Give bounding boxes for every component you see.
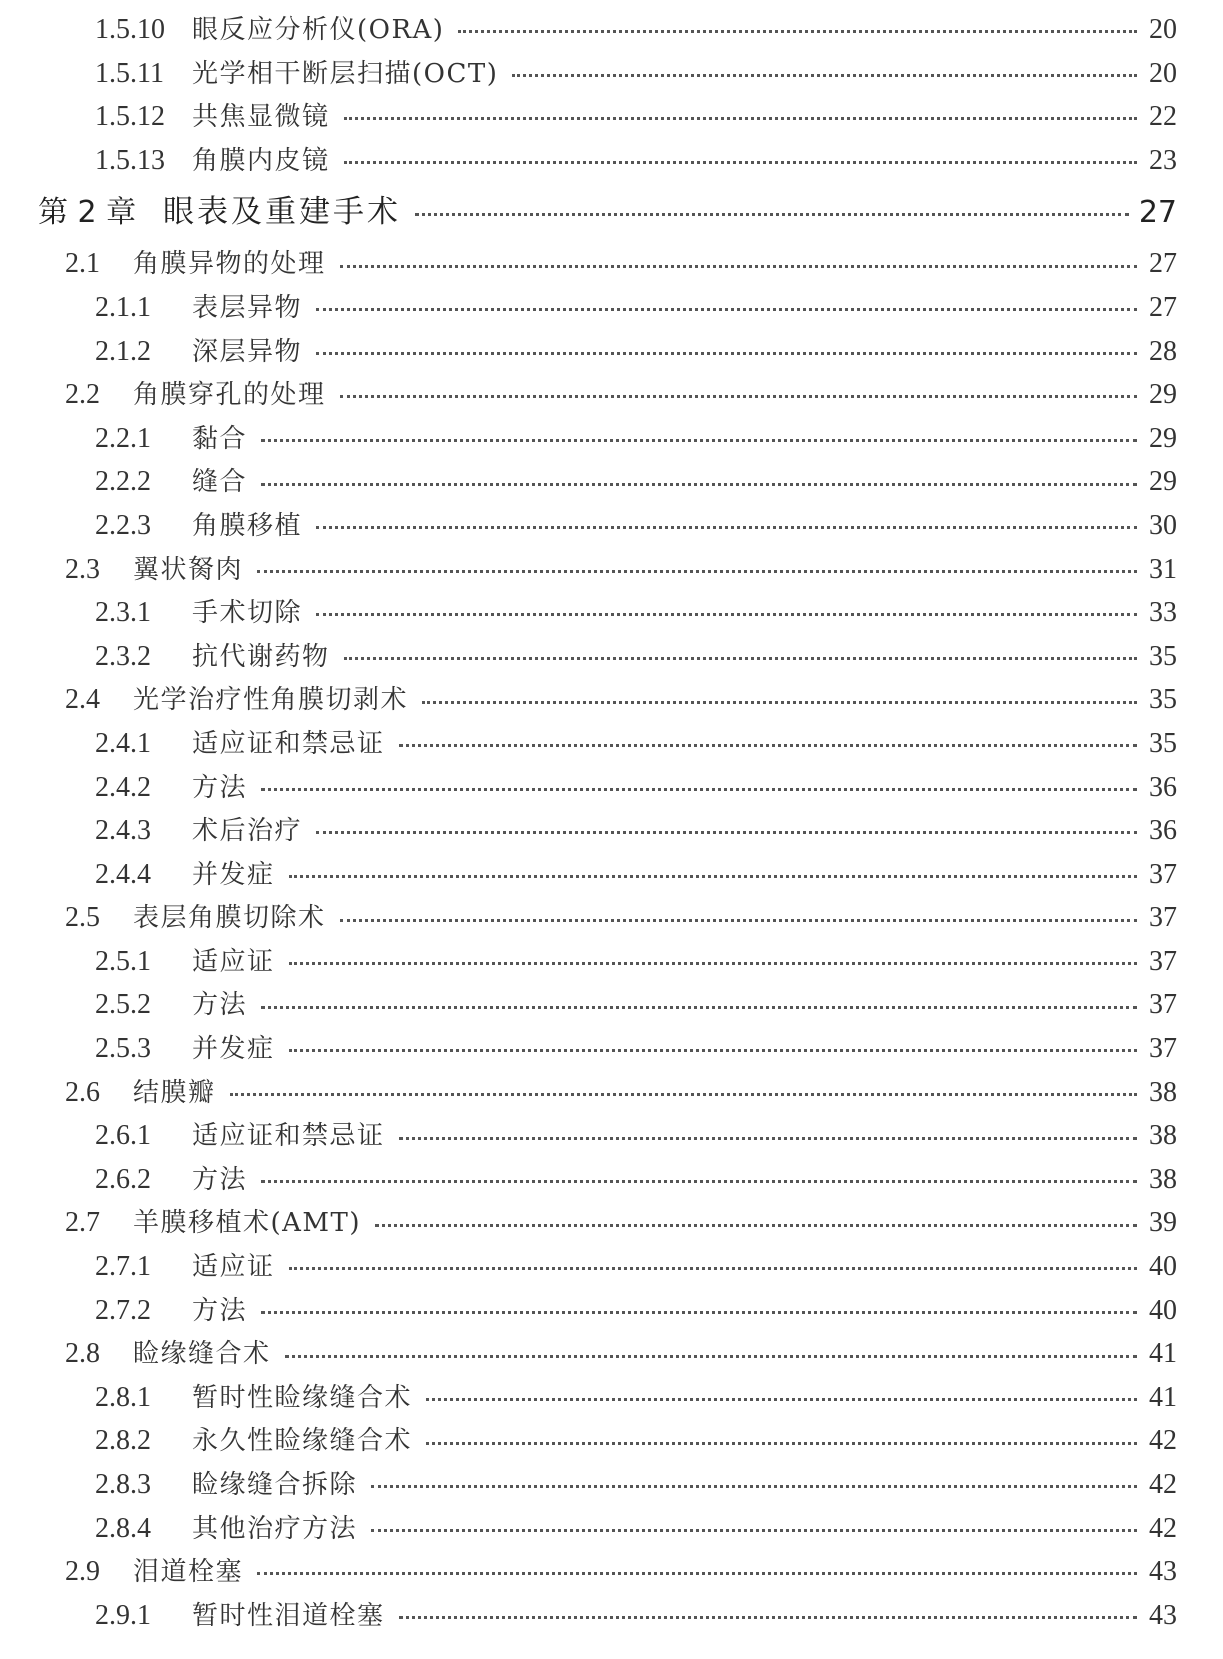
entry-number: 2.1 — [65, 248, 100, 280]
toc-entry[interactable] — [0, 460, 1223, 504]
dot-leader — [375, 1224, 1137, 1227]
dot-leader — [458, 30, 1137, 33]
entry-number: 2.7 — [65, 1207, 100, 1239]
entry-title: 角膜异物的处理 — [133, 249, 326, 280]
entry-number: 2.3 — [65, 553, 100, 585]
toc-entry[interactable] — [0, 678, 1223, 722]
entry-number: 2.7.2 — [95, 1294, 151, 1326]
entry-title: 方法 — [192, 1164, 248, 1195]
entry-number: 2.6 — [65, 1076, 100, 1108]
entry-number: 2.2.3 — [95, 509, 151, 541]
dot-leader — [261, 1006, 1137, 1009]
entry-page-number: 29 — [1149, 422, 1177, 454]
entry-number: 2.3.1 — [95, 597, 151, 629]
dot-leader — [316, 352, 1137, 355]
entry-title: 羊膜移植术(AMT) — [133, 1208, 362, 1239]
toc-entry[interactable] — [0, 286, 1223, 330]
entry-title: 适应证和禁忌证 — [192, 1121, 385, 1152]
entry-page-number: 27 — [1149, 248, 1177, 280]
dot-leader — [399, 744, 1137, 747]
toc-entry[interactable] — [0, 896, 1223, 940]
toc-entry[interactable] — [0, 809, 1223, 853]
entry-number: 2.1.1 — [95, 291, 151, 323]
entry-page-number: 30 — [1149, 509, 1177, 541]
dot-leader — [316, 308, 1137, 311]
toc-entry[interactable] — [0, 766, 1223, 810]
entry-title: 其他治疗方法 — [192, 1513, 358, 1544]
entry-page-number: 42 — [1149, 1512, 1177, 1544]
entry-page-number: 41 — [1149, 1338, 1177, 1370]
toc-entry[interactable] — [0, 983, 1223, 1027]
entry-title: 暂时性睑缘缝合术 — [192, 1382, 413, 1413]
dot-leader — [344, 657, 1137, 660]
toc-entry[interactable] — [0, 330, 1223, 374]
toc-entry[interactable] — [0, 52, 1223, 96]
dot-leader — [289, 962, 1137, 965]
toc-entry[interactable] — [0, 1507, 1223, 1551]
entry-number: 2.5 — [65, 902, 100, 934]
entry-page-number: 43 — [1149, 1599, 1177, 1631]
toc-entry[interactable] — [0, 1114, 1223, 1158]
entry-title: 角膜移植 — [192, 510, 303, 541]
entry-page-number: 42 — [1149, 1425, 1177, 1457]
entry-title: 睑缘缝合拆除 — [192, 1470, 358, 1500]
entry-page-number: 22 — [1149, 101, 1177, 133]
dot-leader — [512, 74, 1137, 77]
toc-entry[interactable] — [0, 1463, 1223, 1507]
entry-title: 缝合 — [192, 467, 248, 498]
dot-leader — [257, 1572, 1137, 1575]
entry-page-number: 37 — [1149, 989, 1177, 1021]
entry-page-number: 35 — [1149, 640, 1177, 672]
dot-leader — [289, 875, 1137, 878]
entry-page-number: 43 — [1149, 1556, 1177, 1588]
dot-leader — [261, 788, 1137, 791]
entry-number: 2.9 — [65, 1556, 100, 1588]
entry-page-number: 39 — [1149, 1207, 1177, 1239]
dot-leader — [344, 117, 1137, 120]
toc-entry[interactable] — [0, 1332, 1223, 1376]
entry-title: 泪道栓塞 — [133, 1557, 244, 1588]
entry-number: 2.5.1 — [95, 945, 151, 977]
entry-page-number: 36 — [1149, 815, 1177, 847]
entry-page-number: 37 — [1149, 1033, 1177, 1065]
toc-entry[interactable] — [0, 591, 1223, 635]
entry-number: 1.5.12 — [95, 101, 165, 133]
dot-leader — [399, 1616, 1137, 1619]
entry-number: 2.5.3 — [95, 1033, 151, 1065]
toc-entry[interactable] — [0, 1594, 1223, 1638]
entry-page-number: 37 — [1149, 902, 1177, 934]
dot-leader — [261, 1180, 1137, 1183]
entry-title: 睑缘缝合术 — [133, 1339, 271, 1370]
dot-leader — [340, 395, 1137, 398]
entry-title: 术后治疗 — [192, 816, 303, 847]
entry-title: 角膜穿孔的处理 — [133, 380, 326, 411]
entry-title: 眼表及重建手术 — [163, 194, 401, 231]
entry-page-number: 31 — [1149, 553, 1177, 585]
entry-number: 2.6.2 — [95, 1163, 151, 1195]
entry-page-number: 36 — [1149, 771, 1177, 803]
entry-title: 暂时性泪道栓塞 — [192, 1600, 385, 1631]
entry-title: 适应证 — [192, 946, 275, 977]
dot-leader — [230, 1093, 1137, 1096]
entry-title: 方法 — [192, 772, 248, 803]
entry-page-number: 41 — [1149, 1381, 1177, 1413]
toc-entry[interactable] — [0, 95, 1223, 139]
entry-number: 2.8.2 — [95, 1425, 151, 1457]
dot-leader — [426, 1398, 1137, 1401]
toc-entry[interactable] — [0, 242, 1223, 286]
dot-leader — [316, 526, 1137, 529]
dot-leader — [415, 213, 1129, 216]
entry-page-number: 35 — [1149, 684, 1177, 716]
toc-entry[interactable] — [0, 1550, 1223, 1594]
toc-entry[interactable] — [0, 1201, 1223, 1245]
entry-number: 1.5.13 — [95, 144, 165, 176]
entry-number: 1.5.11 — [95, 57, 164, 89]
entry-page-number: 42 — [1149, 1469, 1177, 1500]
entry-number: 2.2.1 — [95, 422, 151, 454]
entry-title: 并发症 — [192, 1034, 275, 1065]
entry-title: 并发症 — [192, 859, 275, 890]
entry-title: 深层异物 — [192, 336, 303, 367]
entry-number: 1.5.10 — [95, 14, 165, 45]
entry-number: 2.8.1 — [95, 1381, 151, 1413]
toc-entry[interactable] — [0, 1419, 1223, 1463]
entry-title: 手术切除 — [192, 598, 303, 629]
entry-page-number: 29 — [1149, 466, 1177, 498]
entry-title: 光学治疗性角膜切剥术 — [133, 685, 409, 716]
entry-title: 光学相干断层扫描(OCT) — [192, 58, 499, 89]
entry-page-number: 40 — [1149, 1251, 1177, 1283]
entry-number: 2.8.3 — [95, 1469, 151, 1500]
entry-number: 2.2 — [65, 379, 100, 411]
toc-chapter-entry[interactable] — [0, 182, 1223, 242]
toc-entry[interactable] — [0, 548, 1223, 592]
dot-leader — [289, 1267, 1137, 1270]
entry-page-number: 27 — [1138, 195, 1177, 231]
entry-number: 2.4.4 — [95, 858, 151, 890]
dot-leader — [289, 1049, 1137, 1052]
entry-page-number: 29 — [1149, 379, 1177, 411]
dot-leader — [371, 1485, 1137, 1488]
entry-page-number: 23 — [1149, 144, 1177, 176]
entry-title: 方法 — [192, 990, 248, 1021]
entry-title: 黏合 — [192, 423, 248, 454]
toc-entry[interactable] — [0, 417, 1223, 461]
dot-leader — [344, 161, 1137, 164]
entry-number: 2.1.2 — [95, 335, 151, 367]
entry-number: 2.4.3 — [95, 815, 151, 847]
entry-number: 2.2.2 — [95, 466, 151, 498]
entry-page-number: 33 — [1149, 597, 1177, 629]
entry-number: 2.7.1 — [95, 1251, 151, 1283]
entry-page-number: 27 — [1149, 291, 1177, 323]
entry-page-number: 38 — [1149, 1163, 1177, 1195]
toc-entry[interactable] — [0, 139, 1223, 183]
entry-page-number: 40 — [1149, 1294, 1177, 1326]
entry-title: 结膜瓣 — [133, 1077, 216, 1108]
entry-title: 表层角膜切除术 — [133, 903, 326, 934]
entry-title: 方法 — [192, 1295, 248, 1326]
entry-title: 适应证和禁忌证 — [192, 728, 385, 759]
toc-entry[interactable] — [0, 1071, 1223, 1115]
entry-page-number: 38 — [1149, 1076, 1177, 1108]
entry-title: 翼状胬肉 — [133, 554, 244, 585]
entry-page-number: 35 — [1149, 727, 1177, 759]
entry-title: 角膜内皮镜 — [192, 145, 330, 176]
dot-leader — [316, 613, 1137, 616]
dot-leader — [316, 831, 1137, 834]
entry-page-number: 37 — [1149, 858, 1177, 890]
entry-title: 眼反应分析仪(ORA) — [192, 15, 445, 45]
dot-leader — [422, 701, 1137, 704]
entry-number: 2.8 — [65, 1338, 100, 1370]
entry-page-number: 28 — [1149, 335, 1177, 367]
dot-leader — [261, 1311, 1137, 1314]
entry-title: 共焦显微镜 — [192, 102, 330, 133]
entry-title: 抗代谢药物 — [192, 641, 330, 672]
dot-leader — [285, 1355, 1137, 1358]
toc-entry[interactable] — [0, 1158, 1223, 1202]
table-of-contents — [0, 8, 1223, 1637]
toc-entry[interactable] — [0, 1245, 1223, 1289]
entry-number: 2.6.1 — [95, 1120, 151, 1152]
entry-number: 2.9.1 — [95, 1599, 151, 1631]
toc-entry[interactable] — [0, 8, 1223, 52]
entry-number: 2.4.1 — [95, 727, 151, 759]
dot-leader — [261, 439, 1137, 442]
toc-entry[interactable] — [0, 504, 1223, 548]
dot-leader — [426, 1442, 1137, 1445]
toc-entry[interactable] — [0, 1027, 1223, 1071]
entry-page-number: 38 — [1149, 1120, 1177, 1152]
toc-entry[interactable] — [0, 373, 1223, 417]
entry-page-number: 20 — [1149, 14, 1177, 45]
dot-leader — [340, 919, 1137, 922]
entry-number: 2.8.4 — [95, 1512, 151, 1544]
toc-entry[interactable] — [0, 722, 1223, 766]
entry-title: 适应证 — [192, 1252, 275, 1283]
entry-number: 2.4 — [65, 684, 100, 716]
entry-page-number: 37 — [1149, 945, 1177, 977]
entry-number: 2.4.2 — [95, 771, 151, 803]
entry-title: 永久性睑缘缝合术 — [192, 1426, 413, 1457]
entry-title: 表层异物 — [192, 292, 303, 323]
dot-leader — [399, 1137, 1137, 1140]
toc-entry[interactable] — [0, 1376, 1223, 1420]
dot-leader — [261, 483, 1137, 486]
entry-number: 第 2 章 — [38, 195, 137, 231]
entry-number: 2.3.2 — [95, 640, 151, 672]
entry-page-number: 20 — [1149, 57, 1177, 89]
toc-entry[interactable] — [0, 635, 1223, 679]
dot-leader — [371, 1529, 1137, 1532]
entry-number: 2.5.2 — [95, 989, 151, 1021]
toc-entry[interactable] — [0, 853, 1223, 897]
dot-leader — [340, 265, 1137, 268]
dot-leader — [257, 570, 1137, 573]
toc-entry[interactable] — [0, 1289, 1223, 1333]
toc-entry[interactable] — [0, 940, 1223, 984]
